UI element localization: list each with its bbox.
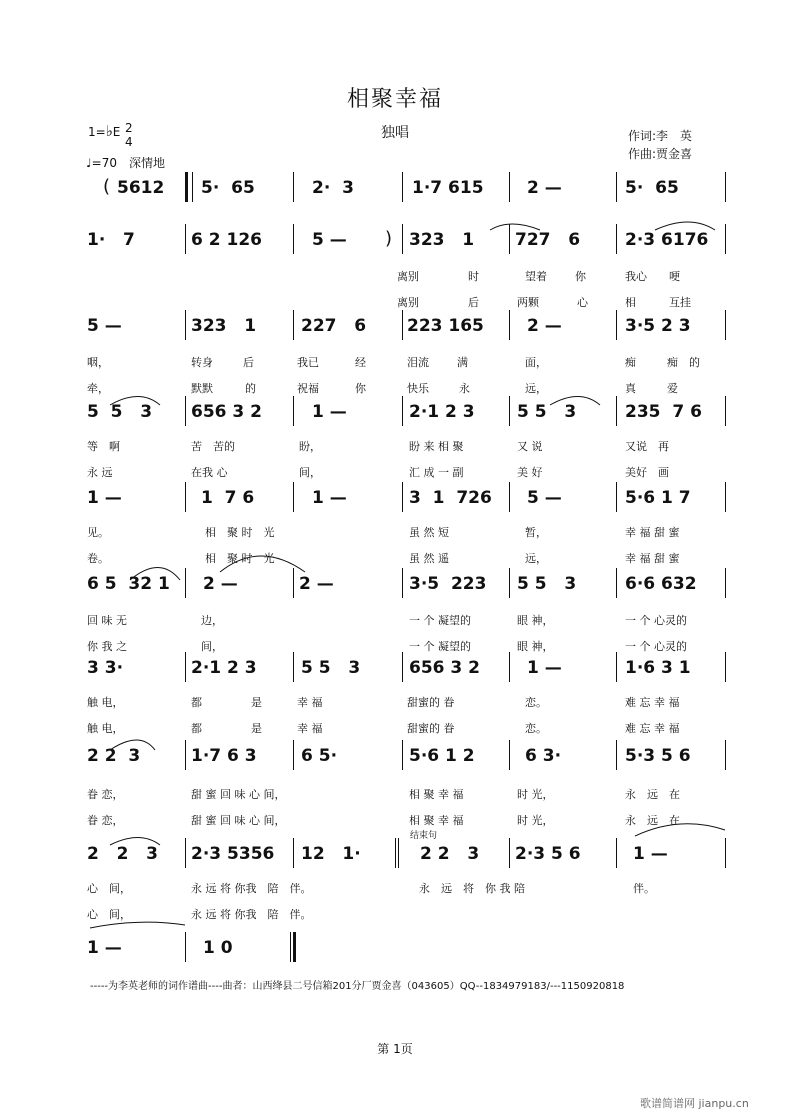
lyric-word: 互挂 bbox=[669, 296, 691, 309]
lyric-word: 一 个 凝望的 bbox=[409, 640, 471, 653]
lyric-word: 的 bbox=[245, 382, 256, 395]
lyric-word: 真 bbox=[625, 382, 636, 395]
lyric-word: 永 远 bbox=[87, 466, 113, 479]
watermark: 歌谱简谱网 jianpu.cn bbox=[640, 1097, 749, 1110]
lyric-word: 美 好 bbox=[517, 466, 543, 479]
lyric-word: 哽 bbox=[669, 270, 680, 283]
measure-notes: 656 3 2 bbox=[191, 402, 262, 422]
lyric-word: 苦 苦的 bbox=[191, 440, 235, 453]
slur bbox=[90, 922, 185, 928]
lyric-word: 永 远 将 你我 陪 伴。 bbox=[191, 908, 312, 921]
measure-notes: 5· 65 bbox=[201, 178, 255, 198]
measure-notes: 323 1 bbox=[409, 230, 475, 250]
measure-notes: 5 — bbox=[312, 230, 347, 250]
composer-credit: 作曲:贾金喜 bbox=[628, 147, 693, 161]
lyric-word: 默默 bbox=[191, 382, 213, 395]
lyric-word: 离别 bbox=[397, 270, 419, 283]
parenthesis: ) bbox=[385, 228, 393, 249]
lyric-word: 永 bbox=[459, 382, 470, 395]
measure-notes: 1 — bbox=[87, 938, 122, 958]
lyric-word: 边， bbox=[201, 614, 223, 627]
lyric-word: 伴。 bbox=[633, 882, 655, 895]
lyric-word: 难 忘 幸 福 bbox=[625, 722, 680, 735]
measure-notes: 2 — bbox=[527, 316, 562, 336]
key-prefix: 1= bbox=[88, 125, 106, 139]
lyric-word: 相 聚 幸 福 bbox=[409, 814, 464, 827]
measure-notes: 5 5 3 bbox=[517, 402, 577, 422]
lyric-word: 眼 神， bbox=[517, 640, 554, 653]
lyric-word: 是 bbox=[251, 696, 262, 709]
measure-notes: 2 2 3 bbox=[87, 844, 158, 864]
lyric-word: 痴 bbox=[625, 356, 636, 369]
lyric-word: 心 间， bbox=[87, 882, 131, 895]
lyric-word: 卷。 bbox=[87, 552, 109, 565]
measure-notes: 6 5 32 1 bbox=[87, 574, 170, 594]
lyric-word: 都 bbox=[191, 696, 202, 709]
lyric-word: 又 说 bbox=[517, 440, 543, 453]
lyric-word: 爱 bbox=[667, 382, 678, 395]
parenthesis: ( bbox=[103, 176, 111, 197]
lyric-word: 咽， bbox=[87, 356, 109, 369]
measure-notes: 2·1 2 3 bbox=[409, 402, 475, 422]
measure-notes: 1·7 6 3 bbox=[191, 746, 257, 766]
lyric-word: 你 bbox=[355, 382, 366, 395]
lyric-word: 一 个 凝望的 bbox=[409, 614, 471, 627]
lyric-word: 满 bbox=[457, 356, 468, 369]
lyric-word: 相 bbox=[625, 296, 636, 309]
measure-notes: 2·3 5356 bbox=[191, 844, 275, 864]
measure-notes: 1 0 bbox=[203, 938, 233, 958]
slur bbox=[655, 222, 715, 230]
measure-notes: 1·6 3 1 bbox=[625, 658, 691, 678]
measure-notes: 5· 65 bbox=[625, 178, 679, 198]
lyric-word: 都 bbox=[191, 722, 202, 735]
lyric-word: 你 bbox=[575, 270, 586, 283]
measure-notes: 12 1· bbox=[301, 844, 361, 864]
slur bbox=[110, 838, 160, 846]
lyric-word: 盼 来 相 聚 bbox=[409, 440, 464, 453]
lyric-word: 间， bbox=[201, 640, 223, 653]
time-signature-top: 2 bbox=[125, 121, 133, 135]
tempo-text: =70 深情地 bbox=[91, 156, 165, 170]
lyric-word: 两颗 bbox=[517, 296, 539, 309]
lyric-word: 永 远 将 你 我 陪 bbox=[419, 882, 525, 895]
ending-label: 结束句 bbox=[410, 831, 438, 841]
lyric-word: 远， bbox=[525, 382, 547, 395]
measure-notes: 2 — bbox=[203, 574, 238, 594]
lyric-word: 眷 恋， bbox=[87, 814, 124, 827]
lyric-word: 是 bbox=[251, 722, 262, 735]
lyric-word: 触 电， bbox=[87, 722, 124, 735]
lyric-word: 永 远 在 bbox=[625, 814, 680, 827]
slur bbox=[490, 224, 540, 230]
lyric-word: 时 bbox=[468, 270, 479, 283]
lyric-word: 我心 bbox=[625, 270, 647, 283]
lyric-word: 痴 的 bbox=[667, 356, 700, 369]
lyric-word: 甜蜜的 眷 bbox=[407, 696, 455, 709]
slur bbox=[635, 824, 725, 836]
lyric-word: 后 bbox=[243, 356, 254, 369]
lyric-word: 经 bbox=[355, 356, 366, 369]
lyric-word: 望着 bbox=[525, 270, 547, 283]
measure-notes: 656 3 2 bbox=[409, 658, 480, 678]
measure-notes: 3 1 726 bbox=[409, 488, 492, 508]
lyric-word: 幸 福 bbox=[297, 696, 323, 709]
measure-notes: 1· 7 bbox=[87, 230, 135, 250]
lyric-word: 甜蜜的 眷 bbox=[407, 722, 455, 735]
lyric-word: 永 远 在 bbox=[625, 788, 680, 801]
measure-notes: 5 5 3 bbox=[517, 574, 577, 594]
lyric-word: 在我 心 bbox=[191, 466, 228, 479]
measure-notes: 2 2 3 bbox=[420, 844, 480, 864]
lyric-word: 难 忘 幸 福 bbox=[625, 696, 680, 709]
measure-notes: 223 165 bbox=[407, 316, 484, 336]
measure-notes: 235 7 6 bbox=[625, 402, 702, 422]
lyric-word: 虽 然 遥 bbox=[409, 552, 449, 565]
song-title: 相聚幸福 bbox=[346, 87, 443, 112]
lyric-word: 眼 神， bbox=[517, 614, 554, 627]
lyric-word: 回 味 无 bbox=[87, 614, 127, 627]
lyric-word: 永 远 将 你我 陪 伴。 bbox=[191, 882, 312, 895]
lyric-word: 泪流 bbox=[407, 356, 429, 369]
lyric-word: 牵， bbox=[87, 382, 109, 395]
slur bbox=[220, 556, 305, 572]
measure-notes: 5·3 5 6 bbox=[625, 746, 691, 766]
measure-notes: 2· 3 bbox=[312, 178, 354, 198]
measure-notes: 1 — bbox=[87, 488, 122, 508]
measure-notes: 2·3 5 6 bbox=[515, 844, 581, 864]
lyric-word: 心 bbox=[577, 296, 588, 309]
lyric-word: 离别 bbox=[397, 296, 419, 309]
lyric-word: 虽 然 短 bbox=[409, 526, 449, 539]
slur bbox=[550, 397, 600, 406]
lyric-word: 等 啊 bbox=[87, 440, 120, 453]
measure-notes: 2 2 3 bbox=[87, 746, 141, 766]
slur bbox=[110, 740, 155, 750]
measure-notes: 6 2 126 bbox=[191, 230, 262, 250]
lyric-word: 相 聚 时 光 bbox=[205, 552, 275, 565]
measure-notes: 6 5· bbox=[301, 746, 338, 766]
lyric-word: 后 bbox=[468, 296, 479, 309]
page-number: 第 1页 bbox=[377, 1042, 413, 1056]
lyric-word: 相 聚 时 光 bbox=[205, 526, 275, 539]
measure-notes: 727 6 bbox=[515, 230, 581, 250]
lyric-word: 我已 bbox=[297, 356, 319, 369]
lyric-word: 间， bbox=[299, 466, 321, 479]
measure-notes: 1 — bbox=[633, 844, 668, 864]
measure-notes: 2 — bbox=[527, 178, 562, 198]
measure-notes: 1 7 6 bbox=[201, 488, 255, 508]
measure-notes: 3·5 223 bbox=[409, 574, 487, 594]
lyric-word: 汇 成 一 副 bbox=[409, 466, 464, 479]
measure-notes: 5·6 1 7 bbox=[625, 488, 691, 508]
lyric-word: 快乐 bbox=[407, 382, 429, 395]
lyric-word: 又说 再 bbox=[625, 440, 669, 453]
measure-notes: 2·3 6176 bbox=[625, 230, 709, 250]
performance-type: 独唱 bbox=[381, 125, 409, 141]
measure-notes: 5 — bbox=[527, 488, 562, 508]
lyric-word: 触 电， bbox=[87, 696, 124, 709]
lyric-word: 相 聚 幸 福 bbox=[409, 788, 464, 801]
measure-notes: 5 — bbox=[87, 316, 122, 336]
flat-icon: ♭ bbox=[105, 122, 113, 140]
measure-notes: 227 6 bbox=[301, 316, 367, 336]
quarter-note-icon: ♩ bbox=[86, 156, 92, 170]
measure-notes: 323 1 bbox=[191, 316, 257, 336]
measure-notes: 5 5 3 bbox=[87, 402, 153, 422]
measure-notes: 1 — bbox=[312, 488, 347, 508]
lyricist-credit: 作词:李 英 bbox=[628, 129, 693, 143]
measure-notes: 1·7 615 bbox=[412, 178, 484, 198]
lyric-word: 远， bbox=[525, 552, 547, 565]
slur bbox=[110, 397, 160, 406]
lyric-word: 恋。 bbox=[525, 722, 547, 735]
lyric-word: 幸 福 甜 蜜 bbox=[625, 526, 680, 539]
key-note: E bbox=[112, 125, 121, 139]
lyric-word: 面， bbox=[525, 356, 547, 369]
lyric-word: 恋。 bbox=[525, 696, 547, 709]
lyric-word: 甜 蜜 回 味 心 间， bbox=[191, 788, 286, 801]
measure-notes: 5·6 1 2 bbox=[409, 746, 475, 766]
lyric-word: 盼， bbox=[299, 440, 321, 453]
measure-notes: 1 — bbox=[527, 658, 562, 678]
composer-footer: -----为李英老师的词作谱曲----曲者：山西绛县二号信箱201分厂贾金喜（043605）QQ--1834979183/---1150920818 bbox=[90, 981, 625, 992]
lyric-word: 祝福 bbox=[297, 382, 319, 395]
lyric-word: 时 光， bbox=[517, 788, 554, 801]
lyric-word: 心 间， bbox=[87, 908, 131, 921]
lyric-word: 甜 蜜 回 味 心 间， bbox=[191, 814, 286, 827]
lyric-word: 眷 恋， bbox=[87, 788, 124, 801]
lyric-word: 暂， bbox=[525, 526, 547, 539]
lyric-word: 见。 bbox=[87, 526, 109, 539]
measure-notes: 6 3· bbox=[525, 746, 562, 766]
lyric-word: 时 光， bbox=[517, 814, 554, 827]
measure-notes: 5612 bbox=[117, 178, 165, 198]
lyric-word: 幸 福 甜 蜜 bbox=[625, 552, 680, 565]
lyric-word: 美好 画 bbox=[625, 466, 669, 479]
lyric-word: 你 我 之 bbox=[87, 640, 127, 653]
measure-notes: 5 5 3 bbox=[301, 658, 361, 678]
lyric-word: 一 个 心灵的 bbox=[625, 614, 687, 627]
measure-notes: 3·5 2 3 bbox=[625, 316, 691, 336]
measure-notes: 3 3· bbox=[87, 658, 124, 678]
lyric-word: 转身 bbox=[191, 356, 213, 369]
time-signature-bottom: 4 bbox=[125, 135, 133, 149]
measure-notes: 1 — bbox=[312, 402, 347, 422]
slur bbox=[130, 568, 180, 581]
lyric-word: 幸 福 bbox=[297, 722, 323, 735]
measure-notes: 2·1 2 3 bbox=[191, 658, 257, 678]
measure-notes: 2 — bbox=[299, 574, 334, 594]
measure-notes: 6·6 632 bbox=[625, 574, 697, 594]
lyric-word: 一 个 心灵的 bbox=[625, 640, 687, 653]
